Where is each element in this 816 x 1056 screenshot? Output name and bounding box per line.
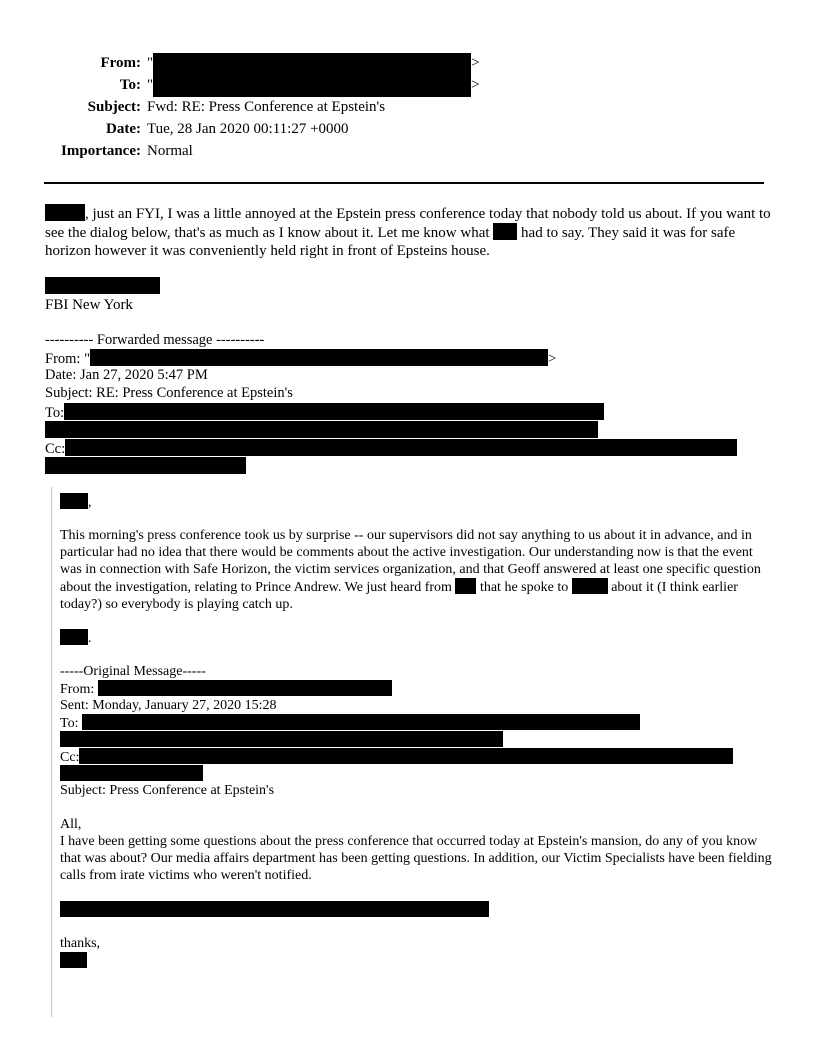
- redaction-block: [60, 765, 203, 781]
- header-to-row: To: " >: [0, 74, 480, 96]
- header-date-row: [0, 118, 349, 140]
- original-subject: Subject: Press Conference at Epstein's: [60, 783, 275, 798]
- to-label: To:: [119, 77, 141, 93]
- redaction-block: [79, 748, 733, 764]
- importance-value: Normal: [147, 143, 193, 159]
- redaction-block: [82, 714, 640, 730]
- header-from-row: From: " >: [0, 52, 480, 74]
- redaction-block: [60, 629, 88, 645]
- importance-label: Importance:: [61, 143, 141, 159]
- signature-redaction: [45, 277, 160, 294]
- original-closing: thanks,: [60, 936, 101, 951]
- date-value: Tue, 28 Jan 2020 00:11:27 +0000: [147, 121, 349, 137]
- date-label: Date:: [106, 121, 141, 137]
- redaction-block: [60, 731, 503, 747]
- redaction-block: [65, 439, 737, 456]
- redaction-block: [64, 403, 604, 420]
- redaction-block: [153, 53, 471, 75]
- original-from: From:: [60, 680, 772, 698]
- redaction-block: [90, 349, 548, 366]
- original-separator: -----Original Message-----: [60, 664, 206, 679]
- from-label: From:: [100, 55, 141, 71]
- reply-greeting: ,: [60, 493, 772, 511]
- subject-label: Subject:: [87, 99, 141, 115]
- header-divider: [44, 182, 764, 184]
- original-cc: Cc:: [60, 748, 772, 766]
- redaction-block: [60, 901, 489, 917]
- forwarded-separator: ---------- Forwarded message ----------: [45, 332, 265, 348]
- redaction-block: [572, 578, 608, 594]
- reply-signoff: .: [60, 629, 772, 647]
- forwarded-date: Date: Jan 27, 2020 5:47 PM: [45, 367, 208, 383]
- redaction-block: [45, 457, 246, 474]
- original-to: To:: [60, 714, 772, 732]
- original-paragraph: I have been getting some questions about the press conference that occurred today at Epstein's mansion, do any of you know that was about? Our media affairs department has been getting questions. In addition, our Victim Specialists have been fielding calls from irate victims who weren't notified.: [60, 834, 772, 883]
- redaction-block: [455, 578, 476, 594]
- signature-org: FBI New York: [45, 297, 133, 313]
- reply-paragraph: This morning's press conference took us by surprise -- our supervisors did not say anything to us about it in advance, and in particular had no idea that there would be comments about the active investigation. Our understanding now is that the event was in connection with Safe Horizon, the victim services organization, and that Geoff answered at least one specific question about the investigation, relating to Prince Andrew. We just heard from that he spoke to about it (I think earlier today?) so everybody is playing catch up.: [60, 528, 761, 612]
- forwarded-from: From: " >: [45, 351, 557, 367]
- redaction-block: [45, 421, 598, 438]
- redaction-block: [98, 680, 392, 696]
- quote-bar: [51, 487, 52, 1017]
- redaction-block: [493, 223, 517, 240]
- header-importance-row: [0, 140, 193, 162]
- intro-paragraph: , just an FYI, I was a little annoyed at the Epstein press conference today that nobody told us about. If you want to see the dialog below, that's as much as I know about it. Let me know what had to say. They said it was for safe horizon however it was conveniently held right in front of Epsteins house.: [45, 206, 771, 259]
- forwarded-subject: Subject: RE: Press Conference at Epstein's: [45, 385, 293, 401]
- original-sent: Sent: Monday, January 27, 2020 15:28: [60, 698, 277, 713]
- forwarded-to: To:: [45, 403, 775, 422]
- redaction-block: [60, 952, 87, 968]
- redaction-block: [60, 493, 88, 509]
- original-greeting: All,: [60, 817, 82, 832]
- subject-value: Fwd: RE: Press Conference at Epstein's: [147, 99, 386, 115]
- header-subject-row: [0, 96, 385, 118]
- redaction-block: [153, 75, 471, 97]
- forwarded-cc: Cc:: [45, 439, 775, 458]
- redaction-block: [45, 204, 85, 221]
